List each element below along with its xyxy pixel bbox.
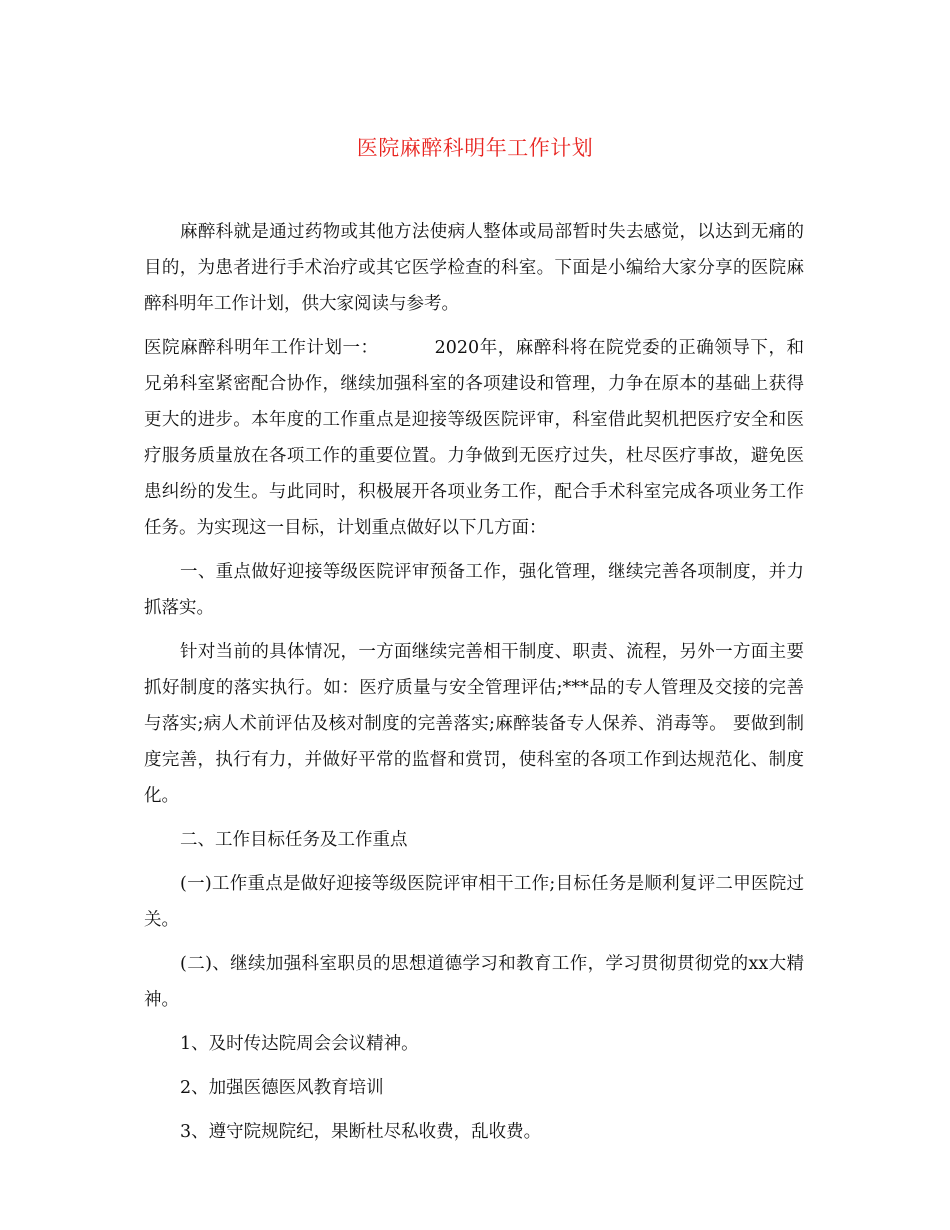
document-body	[144, 214, 804, 1150]
list-item-1: 1、及时传达院周会会议精神。	[180, 1034, 419, 1054]
section-one-detail: 针对当前的具体情况，一方面继续完善相干制度、职责、流程，另外一方面主要抓好制度的落实执行。如：医疗质量与安全管理评估;***品的专人管理及交接的完善与落实;病人术前评估及核对制度的完善落实;麻醉装备专人保养、消毒等。 要做到制度完善，执行有力，并做好平常的监督和赏罚，使科室的各项工作到达规范化、制度化。	[144, 642, 804, 806]
section-two-heading: 二、工作目标任务及工作重点	[180, 830, 408, 850]
list-item-3: 3、遵守院规院纪，果断杜尽私收费，乱收费。	[180, 1122, 542, 1142]
intro-paragraph: 麻醉科就是通过药物或其他方法使病人整体或局部暂时失去感觉，以达到无痛的目的，为患者进行手术治疗或其它医学检查的科室。下面是小编给大家分享的医院麻醉科明年工作计划，供大家阅读与参考。	[144, 222, 804, 314]
plan-one-heading: 医院麻醉科明年工作计划一：	[144, 338, 379, 358]
plan-one-paragraph	[144, 330, 804, 546]
sub-item-two: (二)、继续加强科室职员的思想道德学习和教育工作，学习贯彻贯彻党的xx大精神。	[144, 954, 804, 1010]
sub-item-one: (一)工作重点是做好迎接等级医院评审相干工作;目标任务是顺利复评二甲医院过关。	[144, 874, 804, 930]
list-item-2: 2、加强医德医风教育培训	[180, 1078, 384, 1098]
plan-one-text: 2020年，麻醉科将在院党委的正确领导下，和兄弟科室紧密配合协作，继续加强科室的各项建设和管理，力争在原本的基础上获得更大的进步。本年度的工作重点是迎接等级医院评审，科室借此契机把医疗安全和医疗服务质量放在各项工作的重要位置。力争做到无医疗过失，杜尽医疗事故，避免医患纠纷的发生。与此同时，积极展开各项业务工作，配合手术科室完成各项业务工作任务。为实现这一目标，计划重点做好以下几方面：	[144, 338, 804, 538]
section-one-heading: 一、重点做好迎接等级医院评审预备工作，强化管理，继续完善各项制度，并力抓落实。	[144, 562, 804, 618]
document-title: 医院麻醉科明年工作计划	[356, 136, 594, 160]
